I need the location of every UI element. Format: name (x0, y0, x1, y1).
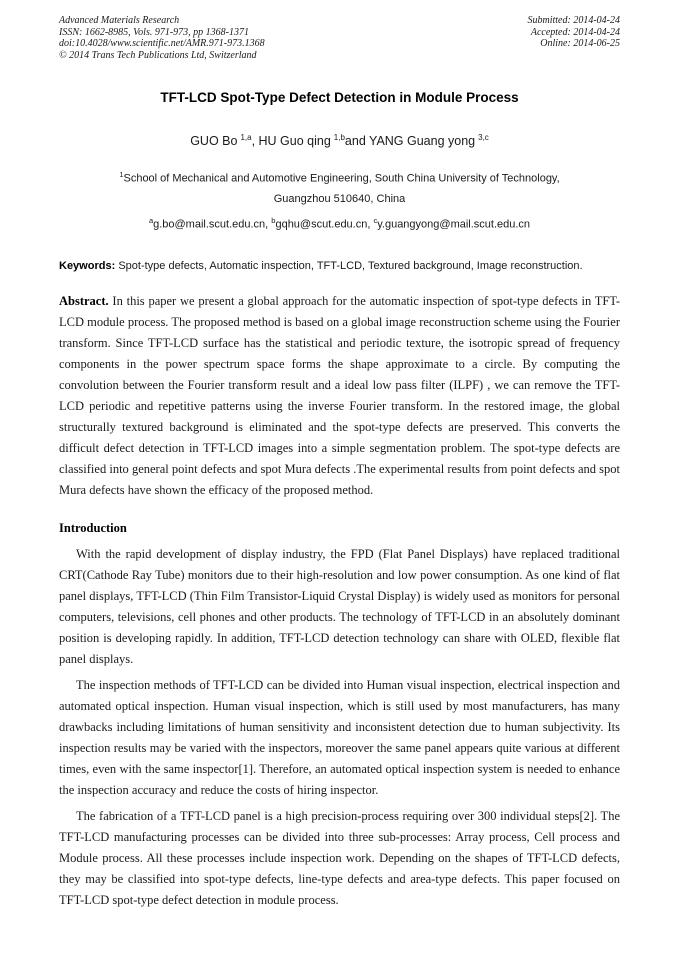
authors-line (59, 133, 620, 148)
email-superscript: b (271, 215, 276, 225)
email-address: gqhu@scut.edu.cn, (275, 218, 374, 231)
affiliation-line-1: $^1$School of Mechanical and Automotive Engineering, South China University of Technology, (119, 170, 560, 185)
journal-info-block (59, 15, 265, 61)
affiliation-line-2: Guangzhou 510640, China (273, 192, 406, 205)
accepted-date: Accepted: 2014-04-24 (530, 26, 620, 38)
author-emails (59, 216, 620, 231)
journal-doi: doi:10.4028/www.scientific.net/AMR.971-973.1368 (59, 38, 265, 49)
submitted-date: Submitted: 2014-04-24 (527, 15, 620, 26)
abstract-label: Abstract. (59, 293, 109, 308)
journal-name: Advanced Materials Research (59, 15, 180, 26)
email-superscript: a (148, 215, 154, 225)
email-superscript: c (373, 215, 378, 225)
author-separator: and (344, 134, 370, 149)
paper-title: TFT-LCD Spot-Type Defect Detection in Module Process (160, 90, 519, 105)
author-superscript: 3,c (478, 133, 489, 142)
author-name: YANG Guang yong (369, 134, 476, 149)
online-date: Online: 2014-06-25 (540, 38, 620, 49)
affiliation-block (59, 165, 620, 209)
affiliation-superscript: 1 (119, 170, 124, 180)
keywords-text: Spot-type defects, Automatic inspection, TFT-LCD, Textured background, Image reconstruction. (118, 260, 583, 273)
author-name: HU Guo qing (258, 134, 331, 149)
email-address: g.bo@mail.scut.edu.cn, (153, 218, 272, 231)
abstract-block (59, 291, 620, 501)
author-name: GUO Bo (190, 134, 238, 149)
journal-header (59, 15, 620, 61)
keywords-label: Keywords: (59, 260, 116, 273)
abstract-text: In this paper we present a global approach for the automatic inspection of spot-type defects in TFT-LCD module process. The proposed method is based on a global image reconstruction scheme using the Fourier transform. Since TFT-LCD surface has the statistical and periodic texture, the isotropic spread of frequency components in the power spectrum space forms the shape approximate to a circle. By computing the convolution between the Fourier transform result and a ideal low pass filter (ILPF) , we can remove the TFT-LCD periodic and repetitive patterns using the inverse Fourier transform. In the restored image, the global structurally textured background is eliminated and the spot-type defects are preserved. This converts the difficult defect detection in TFT-LCD images into a simple segmentation problem. The spot-type defects are classified into general point defects and spot Mura defects .The experimental results from point defects and spot Mura defects have shown the efficacy of the proposed method. (59, 293, 620, 497)
body-paragraph: The fabrication of a TFT-LCD panel is a high precision-process requiring over 300 individual steps[2]. The TFT-LCD manufacturing processes can be divided into three sub-processes: Array process, Cell process and Module process. All these processes include inspection work. Depending on the shapes of TFT-LCD defects, they may be classified into spot-type defects, line-type defects and area-type defects. This paper focused on TFT-LCD spot-type defect detection in module process. (59, 808, 620, 907)
section-heading-introduction: Introduction (59, 520, 127, 535)
body-paragraph: With the rapid development of display industry, the FPD (Flat Panel Displays) have replaced traditional CRT(Cathode Ray Tube) monitors due to their high-resolution and low power consumption. As one kind of flat panel displays, TFT-LCD (Thin Film Transistor-Liquid Crystal Display) is widely used as monitors for personal computers, televisions, cell phones and other products. The technology of TFT-LCD in an absolutely dominant position is developing rapidly. In addition, TFT-LCD detection technology can share with OLED, flexible flat panel displays. (59, 546, 620, 666)
body-paragraph: The inspection methods of TFT-LCD can be divided into Human visual inspection, electrical inspection and automated optical inspection. Human visual inspection, which is still used by most manufacturers, has many drawbacks including limitations of human sensitivity and inconsistent detection due to human subjectivity. Its inspection results may be varied with the inspectors, moreover the same panel appears quite various at different times, even with the same inspector[1]. Therefore, an automated optical inspection system is needed to enhance the inspection accuracy and reduce the costs of hiring inspector. (59, 677, 620, 797)
email-address: y.guangyong@mail.scut.edu.cn (377, 218, 531, 231)
keywords-block (59, 256, 620, 277)
author-superscript: 1,b (333, 133, 345, 142)
author-separator: , (251, 134, 259, 149)
submission-dates-block (528, 15, 621, 50)
journal-copyright: © 2014 Trans Tech Publications Ltd, Switzerland (59, 49, 257, 61)
author-superscript: 1,a (240, 133, 252, 142)
journal-issn-volume: ISSN: 1662-8985, Vols. 971-973, pp 1368-1371 (59, 26, 249, 38)
